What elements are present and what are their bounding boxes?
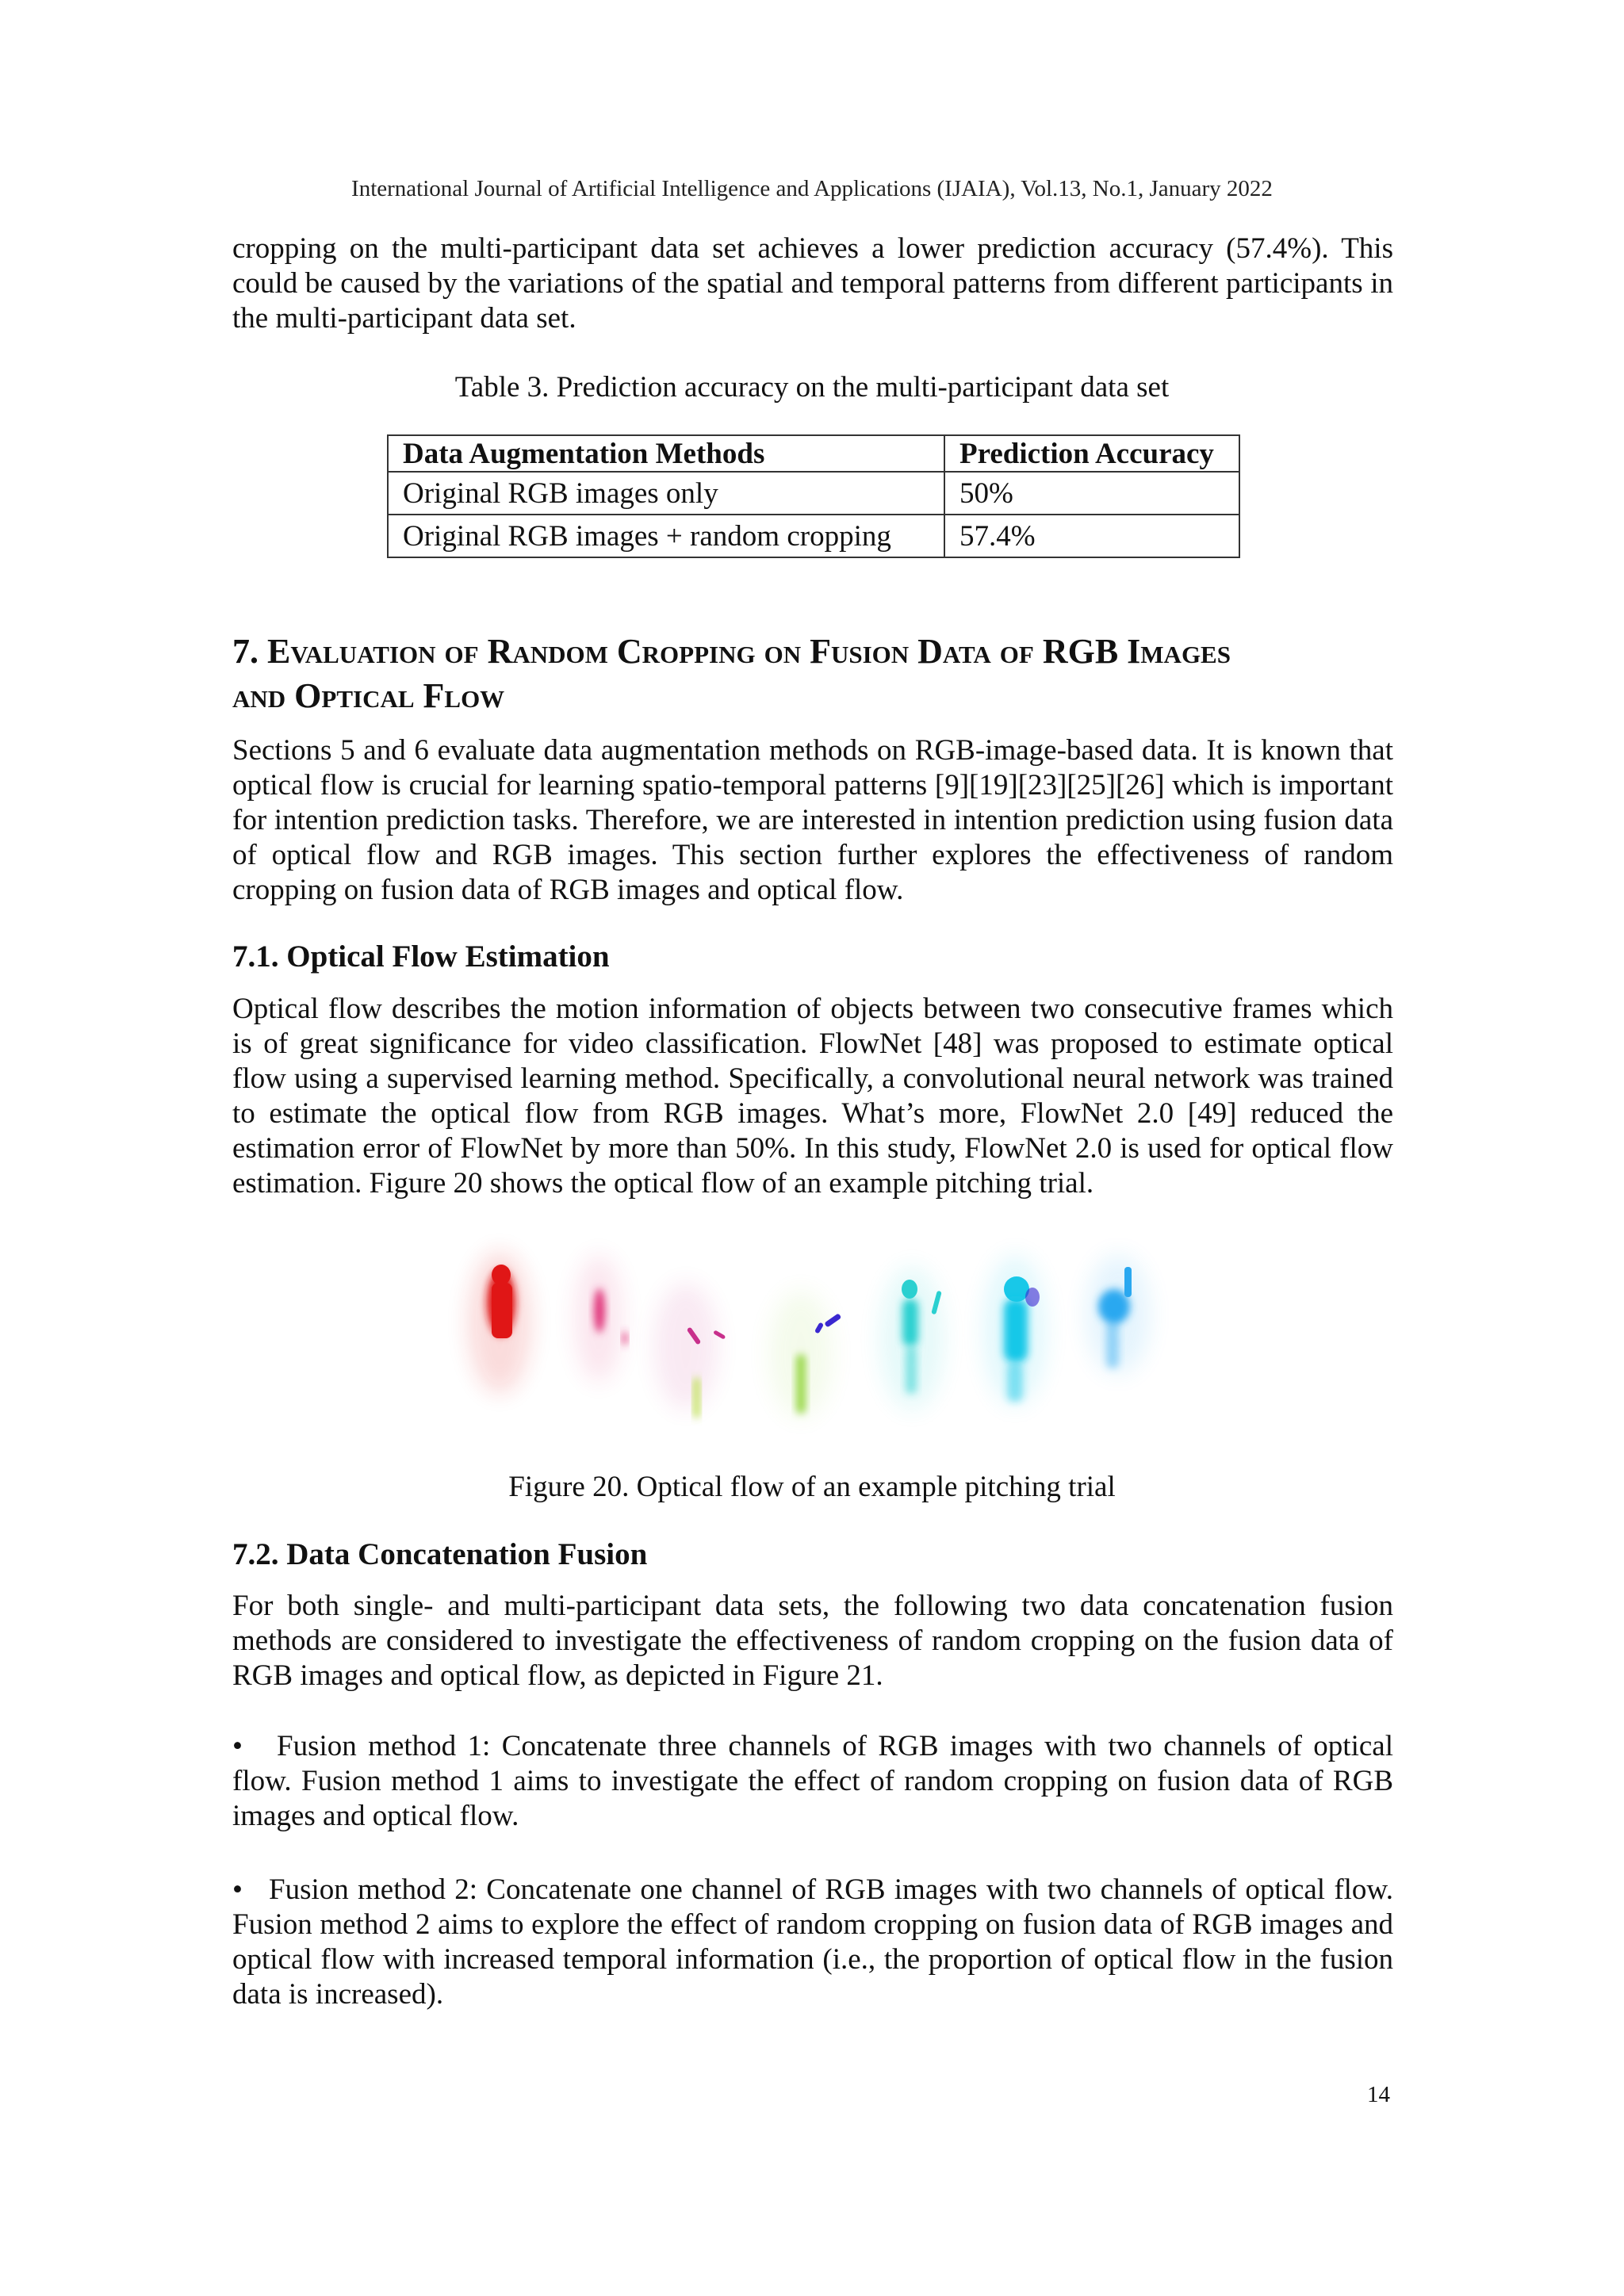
bullet-icon: •: [232, 1873, 243, 1906]
section-7-heading-line1: 7. Evaluation of Random Cropping on Fusion Data of RGB Images: [232, 632, 1231, 671]
table-header-cell: Data Augmentation Methods: [388, 435, 944, 472]
section-7-paragraph: Sections 5 and 6 evaluate data augmentation methods on RGB-image-based data. It is known that optical flow is crucial for learning spatio-temporal patterns [9][19][23][25][26] which is important for intention prediction tasks. Therefore, we are interested in intention prediction using fusion data of optical flow and RGB images. This section further explores the effectiveness of random cropping on fusion data of RGB images and optical flow.: [232, 734, 1393, 906]
table-cell: Original RGB images only: [388, 472, 944, 515]
bullet-text: Fusion method 2: Concatenate one channel of RGB images with two channels of optical flow. Fusion method 2 aims to explore the effect of random cropping on fusion data of RGB images and optical flow with increased temporal information (i.e., the proportion of optical flow in the fusion data is increased).: [232, 1873, 1393, 2011]
section-7-heading: [232, 629, 1393, 718]
page-number: 14: [1367, 2082, 1390, 2107]
table-cell: Original RGB images + random cropping: [388, 515, 944, 557]
table-cell: 50%: [944, 472, 1239, 515]
figure20-caption: Figure 20. Optical flow of an example pitching trial: [508, 1471, 1116, 1503]
table-row: [388, 472, 1239, 515]
table-header-cell: Prediction Accuracy: [944, 435, 1239, 472]
intro-paragraph: cropping on the multi-participant data set achieves a lower prediction accuracy (57.4%). This could be caused by the variations of the spatial and temporal patterns from different participants in the multi-participant data set.: [232, 232, 1393, 335]
flow-figure-2: [575, 1255, 627, 1382]
bullet-icon: •: [232, 1730, 243, 1762]
table-row: [388, 515, 1239, 557]
section-7-1-paragraph: Optical flow describes the motion information of objects between two consecutive frames which is of great significance for video classification. FlowNet [48] was proposed to estimate optical flow using a supervised learning method. Specifically, a convolutional neural network was trained to estimate the optical flow from RGB images. What’s more, FlowNet 2.0 [49] reduced the estimation error of FlowNet by more than 50%. In this study, FlowNet 2.0 is used for optical flow estimation. Figure 20 shows the optical flow of an example pitching trial.: [232, 993, 1393, 1200]
table3: [387, 434, 1240, 558]
section-7-heading-line2: and Optical Flow: [232, 676, 505, 715]
section-7-1-heading: 7.1. Optical Flow Estimation: [232, 939, 610, 974]
running-header: International Journal of Artificial Intelligence and Applications (IJAIA), Vol.13, No.1, January 2022: [351, 176, 1273, 201]
table-header-row: [388, 435, 1239, 472]
bullet-item: [232, 1873, 1393, 2012]
flow-figure-6: [983, 1255, 1047, 1406]
flow-figure-1: [468, 1251, 531, 1394]
section-7-2-paragraph: For both single- and multi-participant data sets, the following two data concatenation fusion methods are considered to investigate the effectiveness of random cropping on the fusion data of RGB images and optical flow, as depicted in Figure 21.: [232, 1590, 1393, 1692]
table3-caption: Table 3. Prediction accuracy on the multi-participant data set: [454, 371, 1170, 404]
table-cell: 57.4%: [944, 515, 1239, 557]
bullet-item: [232, 1729, 1393, 1834]
flow-figure-7: [1086, 1255, 1150, 1374]
flow-figure-3: [654, 1283, 726, 1418]
flow-figure-4: [769, 1291, 841, 1418]
figure20-optical-flow-image: [444, 1227, 1174, 1449]
section-7-2-heading: 7.2. Data Concatenation Fusion: [232, 1537, 648, 1571]
flow-figure-5: [880, 1267, 944, 1410]
bullet-text: Fusion method 1: Concatenate three channels of RGB images with two channels of optical flow. Fusion method 1 aims to investigate the effect of random cropping on fusion data of RGB images and optical flow.: [232, 1730, 1393, 1832]
